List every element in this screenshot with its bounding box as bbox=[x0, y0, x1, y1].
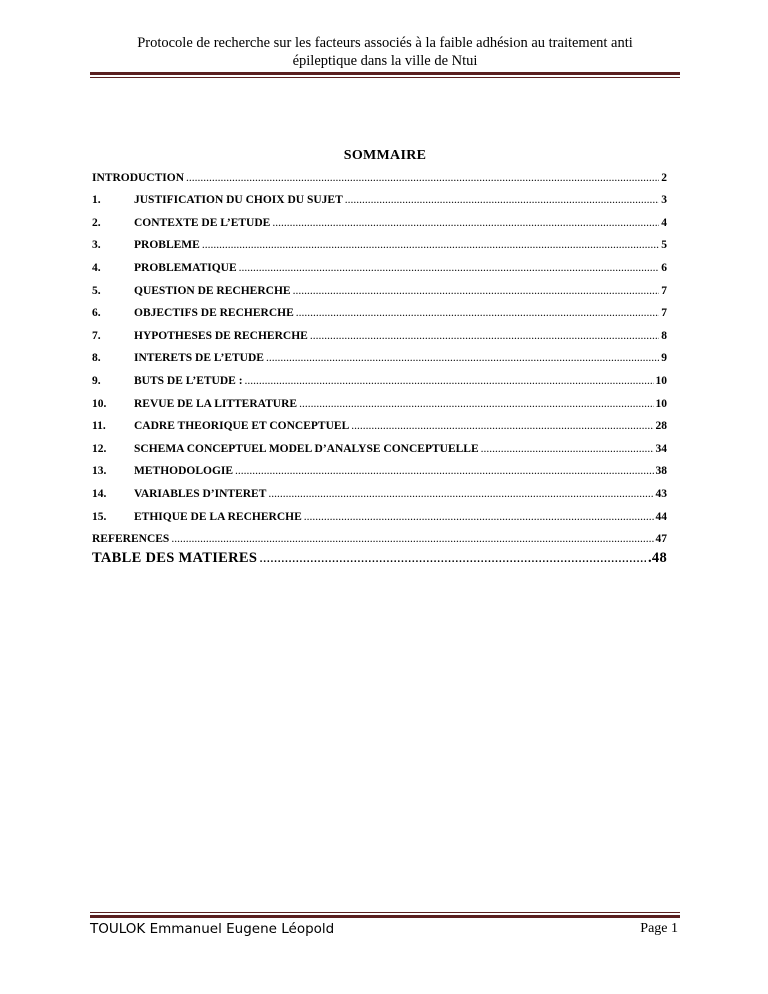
toc-entry-label: OBJECTIFS DE RECHERCHE bbox=[134, 307, 294, 319]
toc-entry-label: CADRE THEORIQUE ET CONCEPTUEL bbox=[134, 420, 350, 432]
toc-entry-label: QUESTION DE RECHERCHE bbox=[134, 285, 291, 297]
toc-entry-label: CONTEXTE DE L’ETUDE bbox=[134, 217, 271, 229]
toc-leader-dots bbox=[296, 307, 659, 319]
toc-entry-label: TABLE DES MATIERES bbox=[92, 550, 258, 566]
toc-entry-label: JUSTIFICATION DU CHOIX DU SUJET bbox=[134, 194, 343, 206]
toc-entry-number: 1. bbox=[92, 194, 101, 206]
toc-entry[interactable] bbox=[92, 285, 667, 297]
toc-entry[interactable] bbox=[92, 239, 667, 251]
toc-entry[interactable] bbox=[92, 443, 667, 455]
toc-entry-number: 12. bbox=[92, 443, 107, 455]
toc-entry-label: INTERETS DE L’ETUDE bbox=[134, 352, 264, 364]
toc-entry-label: SCHEMA CONCEPTUEL MODEL D’ANALYSE CONCEPTUELLE bbox=[134, 443, 479, 455]
toc-entry-page: 3 bbox=[661, 194, 667, 206]
toc-entry[interactable] bbox=[92, 307, 667, 319]
toc-leader-dots bbox=[245, 375, 654, 387]
toc-entry-label: REFERENCES bbox=[92, 533, 170, 545]
toc-entry-number: 15. bbox=[92, 511, 107, 523]
toc-entry[interactable] bbox=[92, 420, 667, 432]
footer-rule-thick bbox=[90, 915, 680, 918]
toc-entry-number: 8. bbox=[92, 352, 101, 364]
header-line-1: Protocole de recherche sur les facteurs associés à la faible adhésion au traitement anti bbox=[137, 35, 633, 51]
toc-entry-page: 7 bbox=[661, 285, 667, 297]
toc-entry-label: PROBLEMATIQUE bbox=[134, 262, 237, 274]
toc-entry-page: 5 bbox=[661, 239, 667, 251]
toc-entry-number: 7. bbox=[92, 330, 101, 342]
toc-leader-dots bbox=[272, 217, 659, 229]
toc-leader-dots bbox=[171, 533, 653, 545]
toc-entry-page: .48 bbox=[647, 550, 667, 566]
toc-entry-label: REVUE DE LA LITTERATURE bbox=[134, 398, 298, 410]
toc-leader-dots bbox=[259, 550, 646, 567]
toc-entry[interactable] bbox=[92, 194, 667, 206]
toc-entry-label: VARIABLES D’INTERET bbox=[134, 488, 267, 500]
toc-entry-number: 14. bbox=[92, 488, 107, 500]
toc-entry[interactable] bbox=[92, 488, 667, 500]
toc-entry-label: ETHIQUE DE LA RECHERCHE bbox=[134, 511, 302, 523]
toc-entry[interactable] bbox=[92, 352, 667, 364]
toc-entry-label: HYPOTHESES DE RECHERCHE bbox=[134, 330, 308, 342]
toc-entry-page: 38 bbox=[655, 465, 667, 477]
toc-leader-dots bbox=[202, 239, 659, 251]
toc-entry-page: 4 bbox=[661, 217, 667, 229]
toc-leader-dots bbox=[304, 511, 654, 523]
toc-entry-page: 10 bbox=[655, 398, 667, 410]
footer-rule-thin bbox=[90, 912, 680, 913]
toc-leader-dots bbox=[299, 398, 653, 410]
toc-entry-label: INTRODUCTION bbox=[92, 172, 185, 184]
toc-entry-page: 6 bbox=[661, 262, 667, 274]
toc-entry-number: 13. bbox=[92, 465, 107, 477]
toc-leader-dots bbox=[235, 465, 653, 477]
toc-entry-page: 34 bbox=[655, 443, 667, 455]
toc-entry-number: 5. bbox=[92, 285, 101, 297]
page-header bbox=[90, 34, 680, 70]
toc-entry[interactable] bbox=[92, 375, 667, 387]
toc-entry[interactable] bbox=[92, 217, 667, 229]
toc-entry-label: PROBLEME bbox=[134, 239, 200, 251]
toc-leader-dots bbox=[351, 420, 653, 432]
toc-entry-number: 11. bbox=[92, 420, 106, 432]
toc-entry-number: 9. bbox=[92, 375, 101, 387]
toc-entry[interactable] bbox=[92, 533, 667, 545]
toc-entry-page: 44 bbox=[655, 511, 667, 523]
toc-entry-page: 43 bbox=[655, 488, 667, 500]
toc-leader-dots bbox=[239, 262, 660, 274]
toc-entry[interactable] bbox=[92, 262, 667, 274]
toc-entry-label: METHODOLOGIE bbox=[134, 465, 234, 477]
footer-page-number: Page 1 bbox=[640, 921, 678, 936]
toc-entry-page: 7 bbox=[661, 307, 667, 319]
footer-author: TOULOK Emmanuel Eugene Léopold bbox=[90, 921, 335, 937]
toc-leader-dots bbox=[268, 488, 653, 500]
toc-entry-table-des-matieres[interactable] bbox=[92, 550, 667, 567]
toc-entry[interactable] bbox=[92, 398, 667, 410]
toc-entry-page: 47 bbox=[655, 533, 667, 545]
toc-leader-dots bbox=[310, 330, 659, 342]
toc-entry-number: 2. bbox=[92, 217, 101, 229]
toc-entry-number: 10. bbox=[92, 398, 107, 410]
toc-entry-number: 6. bbox=[92, 307, 101, 319]
toc-entry[interactable] bbox=[92, 330, 667, 342]
toc-leader-dots bbox=[293, 285, 660, 297]
header-rule-thin bbox=[90, 77, 680, 78]
header-rule-thick bbox=[90, 72, 680, 75]
toc-entry-number: 3. bbox=[92, 239, 101, 251]
toc-leader-dots bbox=[186, 172, 659, 184]
toc-entry[interactable] bbox=[92, 511, 667, 523]
toc-entry[interactable] bbox=[92, 172, 667, 184]
toc-leader-dots bbox=[266, 352, 659, 364]
toc-entry-number: 4. bbox=[92, 262, 101, 274]
toc-leader-dots bbox=[481, 443, 654, 455]
toc-entry-page: 28 bbox=[655, 420, 667, 432]
toc-title: SOMMAIRE bbox=[343, 148, 427, 163]
toc-entry-page: 2 bbox=[661, 172, 667, 184]
header-line-2: épileptique dans la ville de Ntui bbox=[292, 53, 478, 69]
toc-entry[interactable] bbox=[92, 465, 667, 477]
toc-entry-page: 9 bbox=[661, 352, 667, 364]
toc-entry-page: 8 bbox=[661, 330, 667, 342]
toc-entry-page: 10 bbox=[655, 375, 667, 387]
toc-leader-dots bbox=[345, 194, 660, 206]
toc-entry-label: BUTS DE L’ETUDE : bbox=[134, 375, 243, 387]
